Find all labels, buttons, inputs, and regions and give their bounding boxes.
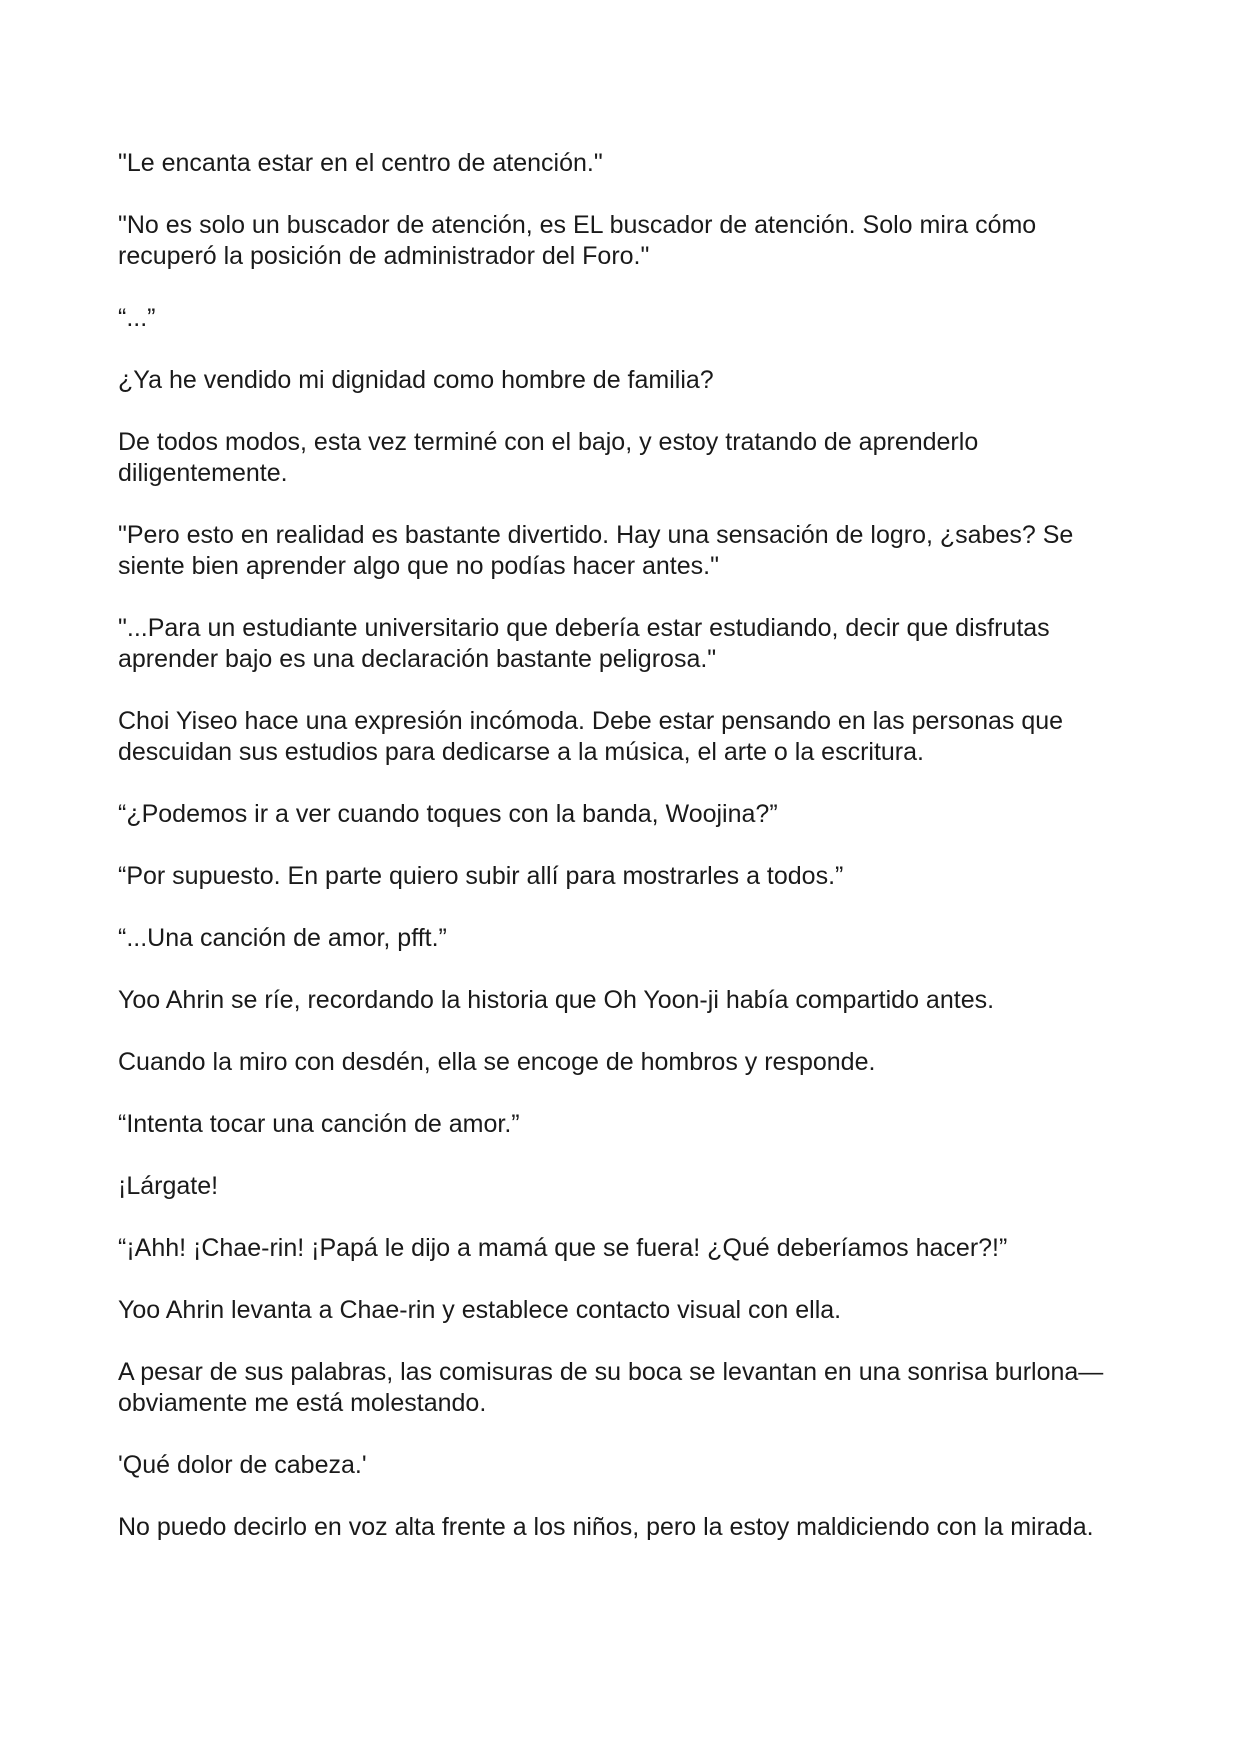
paragraph: Choi Yiseo hace una expresión incómoda. Debe estar pensando en las personas que descuidan sus estudios para dedicarse a la música, el arte o la escritura. (118, 707, 1071, 766)
paragraph: 'Qué dolor de cabeza.' (118, 1451, 367, 1479)
paragraph: "No es solo un buscador de atención, es EL buscador de atención. Solo mira cómo recuperó la posición de administrador del Foro." (118, 211, 1044, 270)
paragraph: A pesar de sus palabras, las comisuras de su boca se levantan en una sonrisa burlona—obviamente me está molestando. (118, 1358, 1104, 1417)
paragraph: “¿Podemos ir a ver cuando toques con la banda, Woojina?” (118, 800, 778, 828)
paragraph: ¿Ya he vendido mi dignidad como hombre de familia? (118, 366, 714, 394)
paragraph: “Intenta tocar una canción de amor.” (118, 1110, 520, 1138)
paragraph: "Pero esto en realidad es bastante divertido. Hay una sensación de logro, ¿sabes? Se siente bien aprender algo que no podías hacer antes." (118, 521, 1081, 580)
paragraph: "...Para un estudiante universitario que debería estar estudiando, decir que disfrutas aprender bajo es una declaración bastante peligrosa." (118, 614, 1057, 673)
paragraph: "Le encanta estar en el centro de atención." (118, 149, 603, 177)
paragraph: Cuando la miro con desdén, ella se encoge de hombros y responde. (118, 1048, 876, 1076)
paragraph: ¡Lárgate! (118, 1172, 219, 1200)
paragraph: “Por supuesto. En parte quiero subir allí para mostrarles a todos.” (118, 862, 844, 890)
paragraph: “...” (118, 304, 156, 332)
paragraph: Yoo Ahrin levanta a Chae-rin y establece contacto visual con ella. (118, 1296, 842, 1324)
paragraph: “...Una canción de amor, pfft.” (118, 924, 447, 952)
paragraph: No puedo decirlo en voz alta frente a los niños, pero la estoy maldiciendo con la mirada. (118, 1513, 1094, 1541)
paragraph: “¡Ahh! ¡Chae-rin! ¡Papá le dijo a mamá que se fuera! ¿Qué deberíamos hacer?!” (118, 1234, 1008, 1262)
document-body (118, 148, 1128, 1574)
paragraph: Yoo Ahrin se ríe, recordando la historia que Oh Yoon-ji había compartido antes. (118, 986, 995, 1014)
paragraph: De todos modos, esta vez terminé con el bajo, y estoy tratando de aprenderlo diligentemente. (118, 428, 986, 487)
